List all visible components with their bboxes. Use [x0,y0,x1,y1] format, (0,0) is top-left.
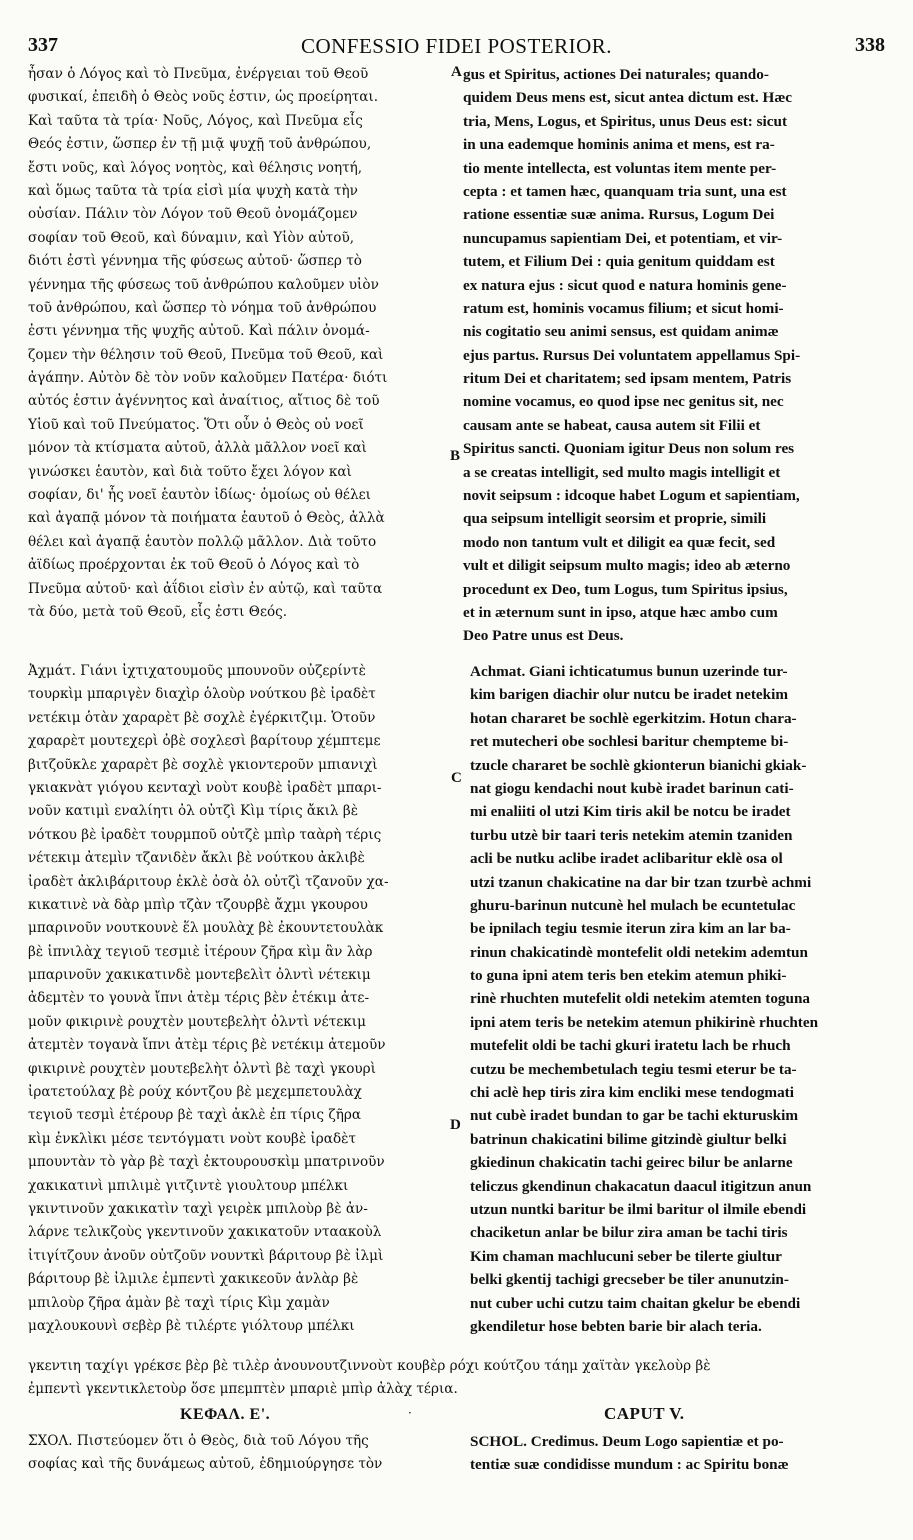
text-line: Θεός ἐστιν, ὥσπερ ἐν τῇ μιᾷ ψυχῇ τοῦ ἀνθρώπου, [28,136,372,153]
text-line: gkendiletur hose bebten barie bir alach teria. [470,1317,762,1335]
margin-marker-d: D [450,1117,461,1133]
text-line: Πνεῦμα αὐτοῦ· καὶ ἀΐδιοι εἰσὶν ἐν αὐτῷ, καὶ ταῦτα [28,580,383,597]
text-line: tzucle chararet be sochlè gkionterun bianichi gkiak- [470,756,807,774]
text-line: qua seipsum intelligit seorsim et proprie, simili [463,510,767,528]
text-line: ἰρατετούλαχ βὲ ρούχ κόντζου βὲ μεχεμπετουλὰχ [28,1084,362,1101]
text-line: φικιρινὲ ρουχτὲν μουτεβελὴτ ὀλντὶ βὲ ταχὶ γκουρὶ [28,1060,376,1077]
text-line: Καὶ ταῦτα τὰ τρία· Νοῦς, Λόγος, καὶ Πνεῦμα εἷς [28,112,363,129]
text-line: tutem, et Filium Dei : quia genitum quiddam est [463,253,775,271]
text-line: vult et diligit seipsum multo magis; ideo ab æterno [463,557,791,575]
text-line: Spiritus sancti. Quoniam igitur Deus non solum res [463,440,795,458]
text-line: μπαρινοῦν χακικατινδὲ μοντεβελὶτ ὀλντὶ νέτεκιμ [28,967,371,984]
text-line: ΣΧΟΛ. Πιστεύομεν ὅτι ὁ Θεὸς, διὰ τοῦ Λόγου τῆς [28,1433,369,1449]
text-line: καὶ ὅμως ταῦτα τὰ τρία εἰσὶ μία ψυχὴ κατὰ τὴν [28,182,358,199]
latin-column-upper [463,63,883,648]
text-line: χαραρὲτ μουτεχερὶ ὀβὲ σοχλεσὶ βαρίτουρ χέμπτεμε [28,733,381,750]
text-line: ejus partus. Rursus Dei voluntatem appellamus Spi- [463,346,801,364]
text-line: turbu utzè bir taari teris netekim atemin tzaniden [470,826,793,844]
text-line: καὶ ἀγαπᾷ μόνον τὰ ποιήματα ἑαυτοῦ ὁ Θεὸς, ἀλλὰ [28,510,385,527]
latin-section-heading: CAPUT V. [604,1404,685,1423]
text-line: Kim chaman machlucuni seber be tilerte giultur [470,1247,782,1265]
text-line: τοῦ ἀνθρώπου, καὶ ὥσπερ τὸ νόημα τοῦ ἀνθρώπου [28,299,377,316]
text-line: μοῦν φικιρινὲ ρουχτὲν μουτεβελὴτ ὀλντὶ νέτεκιμ [28,1013,366,1030]
text-line: chi aclè hep tiris zira kim encliki mese tendogmati [470,1084,794,1102]
text-line: χακικατινὶ μπιλιμὲ γιτζιντὲ γιουλτουρ μπέλκι [28,1177,349,1194]
text-line: μπαρινοῦν νουτκουνὲ ἕλ μουλὰχ βὲ ἐκουντετουλὰκ [28,920,384,937]
text-line: τουρκὶμ μπαριγὲν διαχὶρ ὁλοὺρ νούτκου βὲ ἰραδὲτ [28,686,376,703]
text-line: ratione essentiæ suæ anima. Rursus, Logum Dei [463,206,775,224]
text-line: ipni atem teris be netekim atemun phikirinè rhuchten [470,1013,819,1031]
text-line: teliczus gkendinun chakacatun daacul itigitzun anun [470,1177,812,1195]
page-number-left: 337 [28,34,58,56]
text-line: Υἱοῦ καὶ τοῦ Πνεύματος. Ὅτι οὖν ὁ Θεὸς οὐ νοεῖ [28,416,364,433]
margin-marker-c: C [451,770,462,786]
text-line: tio mente intellecta, est voluntas item mente per- [463,159,777,177]
text-line: rinè rhuchten mutefelit oldi netekim atemten toguna [470,990,810,1008]
text-line: ritum Dei et charitatem; sed ipsam mentem, Patris [463,370,792,388]
text-line: σοφίαν, δι' ἧς νοεῖ ἑαυτὸν ἰδίως· ὁμοίως οὐ θέλει [28,487,371,504]
greek-section-heading: ΚΕΦΑΛ. Ε'. [180,1406,271,1423]
margin-marker-a: A [451,64,462,80]
heading-dot: · [408,1406,412,1420]
text-line: γινώσκει ἑαυτὸν, καὶ διὰ τοῦτο ἔχει λόγον καὶ [28,463,352,480]
text-line: gus et Spiritus, actiones Dei naturales; quando- [463,66,769,83]
text-line: ἐμπεντὶ γκεντικλετοὺρ ὅσε μπεμπτὲν μπαριὲ μπὶρ ἀλὰχ τέρια. [28,1381,458,1398]
text-line: be ipnilach tegiu tesmie iterun zira kim an lar ba- [470,920,791,938]
text-line: a se creatas intelligit, sed multo magis intelligit et [463,463,781,481]
text-line: SCHOL. Credimus. Deum Logo sapientiæ et po- [470,1433,784,1450]
text-line: chaciketun anlar be bilur zira aman be tachi tiris [470,1224,788,1242]
text-line: nut cuber uchi cutzu taim chaitan gkelur be ebendi [470,1294,801,1312]
text-line: ἦσαν ὁ Λόγος καὶ τὸ Πνεῦμα, ἐνέργειαι τοῦ Θεοῦ [28,66,369,82]
text-line: nomine vocamus, eo quod ipse nec genitus sit, nec [463,393,784,411]
greek-column-upper [28,63,461,624]
text-line: gkiedinun chakicatin tachi geirec bilur be anlarne [470,1154,793,1172]
text-line: utzi tzanun chakicatine na dar bir tzan tzurbè achmi [470,873,812,891]
text-line: Achmat. Giani ichticatumus bunun uzerinde tur- [470,663,788,680]
text-line: διότι ἐστὶ γέννημα τῆς φύσεως αὐτοῦ· ὥσπερ τὸ [28,253,362,270]
text-line: βάριτουρ βὲ ἰλμιλε ἐμπεντὶ χακικεοῦν ἀνλὰρ βὲ [28,1271,359,1288]
text-line: ἰτιγίτζουν ἀνοῦν οὐτζοῦν νουντκὶ βάριτουρ βὲ ἰλμὶ [28,1247,384,1264]
text-line: to guna ipni atem teris ben etekim atemun phiki- [470,967,787,985]
text-line: κὶμ ἐνκλὶκι μέσε τεντόγματι νοὺτ κουβὲ ἰραδὲτ [28,1130,356,1147]
text-line: ghuru-barinun nutcunè hel mulach be ecuntetulac [470,896,796,914]
text-line: τεγιοῦ τεσμὶ ἐτέρουρ βὲ ταχὶ ἀκλὲ ἐπ τίρις ζῆρα [28,1107,362,1124]
text-line: οὐσίαν. Πάλιν τὸν Λόγον τοῦ Θεοῦ ὀνομάζομεν [28,206,358,223]
latin-column-achmat [470,660,883,1338]
greek-column-achmat [28,660,458,1338]
running-header [28,34,885,58]
latin-column-scholion [470,1430,883,1477]
text-line: tentiæ suæ condidisse mundum : ac Spiritu bonæ [470,1456,789,1474]
text-line: batrinun chakicatini bilime gitzindè giultur belki [470,1130,787,1148]
text-line: ratum est, hominis vocamus filium; et sicut homi- [463,299,784,317]
text-line: kim barigen diachir olur nutcu be iradet netekim [470,686,788,704]
text-line: hotan chararet be sochlè egerkitzim. Hotun chara- [470,709,797,727]
text-line: βὲ ἰπνιλὰχ τεγιοῦ τεσμιὲ ἰτέρουν ζῆρα κὶμ ἂν λὰρ [28,943,373,960]
text-line: μαχλουκουνὶ σεβὲρ βὲ τιλέρτε γιόλτουρ μπέλκι [28,1317,355,1334]
text-line: Deo Patre unus est Deus. [463,627,624,645]
text-line: μόνον τὰ κτίσματα αὐτοῦ, ἀλλὰ μᾶλλον νοεῖ καὶ [28,440,367,457]
text-line: in una eademque hominis anima et mens, est ra- [463,136,775,154]
text-line: cutzu be mechembetulach tegiu tesmi eterur be ta- [470,1060,797,1078]
text-line: novit seipsum : idcoque habet Logum et sapientiam, [463,487,800,505]
text-line: ζομεν τὴν θέλησιν τοῦ Θεοῦ, Πνεῦμα τοῦ Θεοῦ, καὶ [28,346,384,363]
text-line: belki gkentij tachigi grecseber be tiler anunutzin- [470,1271,789,1289]
text-line: utzun nuntki baritur be ilmi baritur ol ilmile ebendi [470,1200,807,1218]
text-line: μπουντὰν τὸ γὰρ βὲ ταχὶ ἐκτουρουσκὶμ μπατρινοῦν [28,1154,385,1171]
text-line: νοῦν κατιμὶ εναλίητι ὀλ οὐτζὶ Κὶμ τίρις ἄκιλ βὲ [28,803,359,820]
text-line: modo non tantum vult et diligit ea quæ fecit, sed [463,533,776,551]
text-line: ex natura ejus : sicut quod e natura hominis gene- [463,276,787,294]
text-line: φυσικαί, ἐπειδὴ ὁ Θεὸς νοῦς ἐστιν, ὡς προείρηται. [28,89,379,106]
text-line: κικατινὲ νὰ δὰρ μπὶρ τζὰν τζουρβὲ ἄχμι γκουρου [28,896,368,913]
text-line: quidem Deus mens est, sicut antea dictum est. Hæc [463,89,793,107]
text-line: Ἀχμάτ. Γιάνι ἰχτιχατουμοῦς μπουνοῦν οὐζερίντὲ [28,663,366,679]
text-line: σοφίαν τοῦ Θεοῦ, καὶ δύναμιν, καὶ Υἱὸν αὐτοῦ, [28,229,355,246]
greek-column-scholion [28,1430,458,1477]
text-line: procedunt ex Deo, tum Logus, tum Spiritus ipsius, [463,580,788,598]
text-line: nat giogu kendachi nout kubè iradet barinun cati- [470,779,794,797]
text-line: ἀτεμτὲν τογανὰ ἴπνι ἀτὲμ τέρις βὲ νετέκιμ ἀτεμοῦν [28,1037,386,1054]
text-line: θέλει καὶ ἀγαπᾷ ἑαυτὸν πολλῷ μᾶλλον. Διὰ τοῦτο [28,533,377,550]
text-line: ἔστι νοῦς, καὶ λόγος νοητὸς, καὶ θέλησις νοητή, [28,159,363,176]
text-line: et in æternum sunt in ipso, atque hæc ambo cum [463,603,778,621]
text-line: nut cubè iradet bundan to gar be tachi ekturuskim [470,1107,798,1125]
text-line: ret mutecheri obe sochlesi baritur chempteme bi- [470,733,789,751]
text-line: γκεντιη ταχίγι γρέκσε βὲρ βὲ τιλὲρ ἀνουνουτζιννοὺτ κουβὲρ ρόχι κούτζου τάημ χαϊτὰν γκελοὺρ βὲ [28,1358,711,1374]
text-line: γέννημα τῆς φύσεως τοῦ ἀνθρώπου καλοῦμεν υἱὸν [28,276,379,293]
text-line: γκιακνὰτ γιόγου κενταχὶ νοὺτ κουβὲ ἰραδὲτ μπαρι- [28,779,382,796]
margin-marker-b: B [450,448,461,464]
text-line: βιτζοῦκλε χαραρὲτ βὲ σοχλὲ γκιοντεροῦν μπιανιχὶ [28,756,378,773]
text-line: acli be nutku aclibe iradet aclibaritur eklè osa ol [470,850,783,868]
running-title: CONFESSIO FIDEI POSTERIOR. [300,34,613,58]
text-line: μπιλοὺρ ζῆρα ἀμὰν βὲ ταχὶ τίρις Κὶμ χαμὰν [28,1294,330,1311]
text-line: rinun chakicatindè montefelit oldi netekim ademtun [470,943,808,961]
full-width-lines [28,1355,888,1402]
page-number-right: 338 [855,34,885,56]
text-line: mutefelit oldi be tachi gkuri iratetu lach be rhuch [470,1037,791,1055]
text-line: nuncupamus sapientiam Dei, et potentiam, et vir- [463,229,783,247]
text-line: nis cogitatio seu animi sensus, est quidam animæ [463,323,779,341]
text-line: τὰ δύο, μετὰ τοῦ Θεοῦ, εἷς ἐστι Θεός. [28,603,288,620]
text-line: causam ante se habeat, causa autem sit Filii et [463,416,761,434]
text-line: γκιντινοῦν χακικατὶν ταχὶ γειρὲκ μπιλοὺρ βὲ ἀν- [28,1200,368,1217]
text-line: σοφίας καὶ τῆς δυνάμεως αὐτοῦ, ἐδημιούργησε τὸν [28,1456,383,1473]
text-line: cepta : et tamen hæc, quanquam tria sunt, una est [463,182,787,200]
text-line: νότκου βὲ ἰραδὲτ τουρμποῦ οὐτζὲ μπὶρ ταὰρὴ τέρις [28,826,382,843]
text-line: ἀϊδίως προέρχονται ἐκ τοῦ Θεοῦ ὁ Λόγος καὶ τὸ [28,557,360,574]
text-line: ἰραδὲτ ἀκλιβάριτουρ ἐκλὲ ὀσὰ ὀλ οὐτζὶ τζανοῦν χα- [28,873,389,890]
text-line: ἀγάπην. Αὐτὸν δὲ τὸν νοῦν καλοῦμεν Πατέρα· διότι [28,370,388,387]
text-line: tria, Mens, Logus, et Spiritus, unus Deus est: sicut [463,112,788,130]
text-line: νέτεκιμ ἀτεμὶν τζανιδὲν ἄκλι βὲ νούτκου ἀκλιβὲ [28,850,365,867]
text-line: λάρνε τελικζοὺς γκεντινοῦν χακικατοῦν νταακοὺλ [28,1224,382,1241]
text-line: ἀδεμτὲν το γουνὰ ἴπνι ἀτὲμ τέρις βὲν ἐτέκιμ ἀτε- [28,990,370,1007]
text-line: mi enaliiti ol utzi Kim tiris akil be notcu be iradet [470,803,791,821]
text-line: νετέκιμ ὁτὰν χαραρὲτ βὲ σοχλὲ ἐγέρκιτζιμ. Ὁτοῦν [28,709,376,726]
text-line: αὐτός ἐστιν ἀγέννητος καὶ ἀναίτιος, αἴτιος δὲ τοῦ [28,393,380,410]
text-line: ἐστι γέννημα τῆς ψυχῆς αὐτοῦ. Καὶ πάλιν ὀνομά- [28,323,370,340]
